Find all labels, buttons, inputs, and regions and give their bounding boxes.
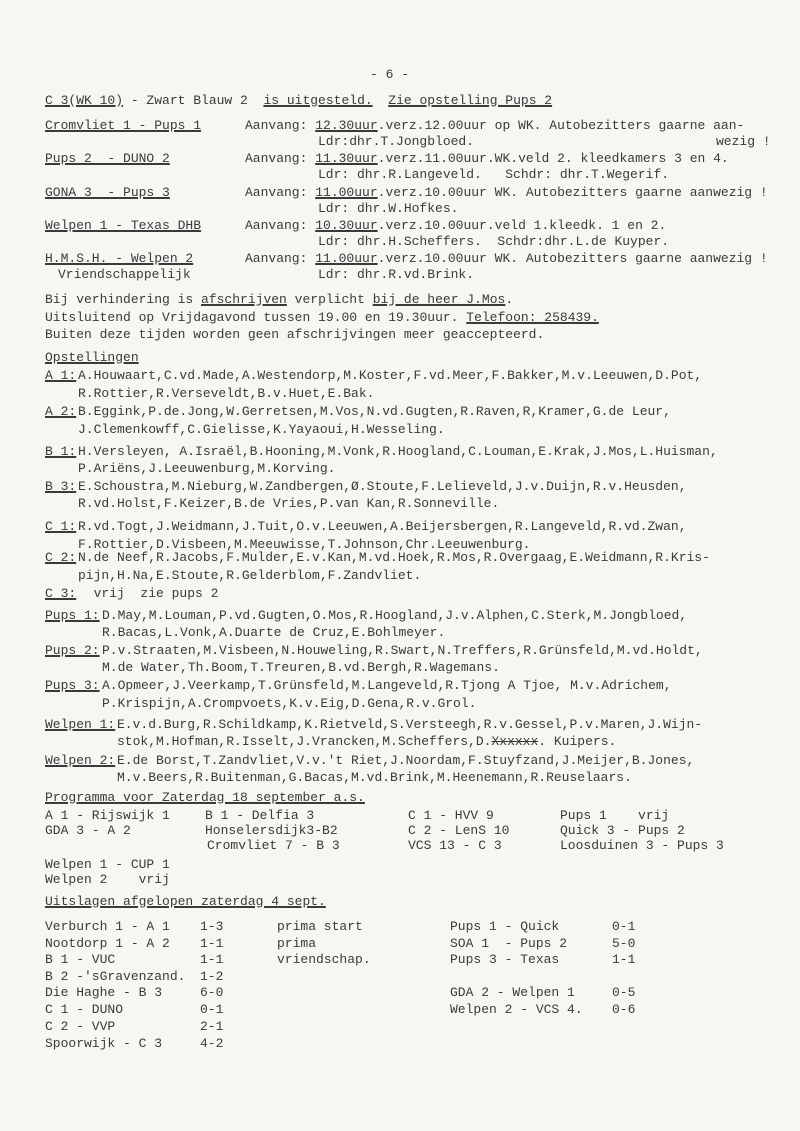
page-number: - 6 - [370,67,410,82]
lineup-label: B 3: [45,479,77,494]
program-item: Quick 3 - Pups 2 [560,823,685,838]
match-details: .verz.10.00uur.veld 1.kleedk. 1 en 2. [377,218,667,233]
program-item: Cromvliet 7 - B 3 [207,838,340,853]
lineup-label: A 2: [45,404,77,419]
match-title: Pups 2 - DUNO 2 [45,151,170,166]
result-match: Nootdorp 1 - A 2 [45,936,170,951]
result-score: 1-3 [200,919,224,934]
lineup-line: M.de Water,Th.Boom,T.Treuren,B.vd.Bergh,R.Wagemans. [102,660,500,675]
match-time: 12.30uur [315,118,378,133]
notice-match: C 3(WK 10) [45,93,124,108]
match-leader: Ldr:dhr.T.Jongbloed. [318,134,475,149]
phone-number: Telefoon: 258439. [466,310,599,325]
match-leader: Ldr: dhr.R.Langeveld. Schdr: dhr.T.Wegerif. [318,167,670,182]
result-score: 6-0 [200,985,224,1000]
lineup-line: E.de Borst,T.Zandvliet,V.v.'t Riet,J.Noordam,F.Stuyfzand,J.Meijer,B.Jones, [117,753,695,768]
aanvang-label: Aanvang: [245,218,316,233]
result-score: 1-1 [200,936,224,951]
match-start [245,118,744,133]
lineup-label: Pups 2: [45,643,100,658]
lineup-line: R.vd.Togt,J.Weidmann,J.Tuit,O.v.Leeuwen,A.Beijersbergen,R.Langeveld,R.vd.Zwan, [78,519,687,534]
match-leader: Ldr: dhr.H.Scheffers. Schdr:dhr.L.de Kuyper. [318,234,670,249]
result-match: C 1 - DUNO [45,1002,124,1017]
lineup-label: Pups 3: [45,678,100,693]
lineup-label: C 1: [45,519,77,534]
result-score: 0-1 [612,919,636,934]
result-match: C 2 - VVP [45,1019,116,1034]
lineup-label: Pups 1: [45,608,100,623]
result-match: Verburch 1 - A 1 [45,919,170,934]
match-details: .verz.12.00uur op WK. Autobezitters gaarne aan- [377,118,745,133]
match-details: .verz.11.00uur.WK.veld 2. kleedkamers 3 en 4. [377,151,729,166]
text: Bij verhindering is [45,292,202,307]
struck-text: Xxxxxx [491,734,539,749]
result-match: SOA 1 - Pups 2 [450,936,568,951]
notice-status: is uitgesteld. [263,93,373,108]
result-match: Die Haghe - B 3 [45,985,163,1000]
lineup-line: R.Bacas,L.Vonk,A.Duarte de Cruz,E.Bohlmeyer. [102,625,446,640]
lineup-line: D.May,M.Louman,P.vd.Gugten,O.Mos,R.Hoogland,J.v.Alphen,C.Sterk,M.Jongbloed, [102,608,688,623]
match-time: 11.00uur [315,251,378,266]
program-item: C 2 - LenS 10 [408,823,510,838]
result-note: prima [277,936,317,951]
program-item: Pups 1 vrij [560,808,670,823]
lineup-line: P.Ariëns,J.Leeuwenburg,M.Korving. [78,461,336,476]
result-score: 0-5 [612,985,636,1000]
lineup-label: A 1: [45,368,77,383]
result-score: 2-1 [200,1019,224,1034]
match-time: 10.30uur [315,218,378,233]
notice-see: Zie opstelling Pups 2 [388,93,553,108]
lineup-line [117,734,616,749]
match-title: H.M.S.H. - Welpen 2 [45,251,194,266]
lineup-line: R.Rottier,R.Verseveldt,B.v.Huet,E.Bak. [78,386,375,401]
match-tail: wezig ! [716,134,771,149]
lineup-line: F.Rottier,D.Visbeen,M.Meeuwisse,T.Johnson,Chr.Leeuwenburg. [78,537,531,552]
result-match: GDA 2 - Welpen 1 [450,985,575,1000]
result-score: 1-1 [200,952,224,967]
lineup-line: M.v.Beers,R.Buitenman,G.Bacas,M.vd.Brink,M.Heenemann,R.Reuselaars. [117,770,632,785]
aanvang-label: Aanvang: [245,185,316,200]
cancel-time [45,310,599,325]
text: verplicht [286,292,373,307]
result-match: B 2 -'sGravenzand. [45,969,186,984]
lineups-heading: Opstellingen [45,350,139,365]
result-match: B 1 - VUC [45,952,116,967]
results-heading: Uitslagen afgelopen zaterdag 4 sept. [45,894,326,909]
result-match: Pups 3 - Texas [450,952,560,967]
text: . [505,292,514,307]
match-details: .verz.10.00uur WK. Autobezitters gaarne aanwezig ! [377,251,768,266]
program-item: B 1 - Delfia 3 [205,808,315,823]
lineup-line: E.Schoustra,M.Nieburg,W.Zandbergen,Ø.Stoute,F.Lelieveld,J.v.Duijn,R.v.Heusden, [78,479,687,494]
match-title: Cromvliet 1 - Pups 1 [45,118,202,133]
text: bij de heer J.Mos [372,292,506,307]
lineup-line: A.Houwaart,C.vd.Made,A.Westendorp,M.Koster,F.vd.Meer,F.Bakker,M.v.Leeuwen,D.Pot, [78,368,703,383]
cancel-rule [45,292,513,307]
match-time: 11.30uur [315,151,378,166]
aanvang-label: Aanvang: [245,118,316,133]
match-title: Welpen 1 - Texas DHB [45,218,202,233]
match-start [245,185,768,200]
lineup-line: P.Krispijn,A.Crompvoets,K.v.Eig,D.Gena,R.v.Grol. [102,696,477,711]
lineup-line: pijn,H.Na,E.Stoute,R.Gelderblom,F.Zandvliet. [78,568,422,583]
program-heading: Programma voor Zaterdag 18 september a.s. [45,790,365,805]
text: afschrijven [201,292,287,307]
match-title: GONA 3 - Pups 3 [45,185,170,200]
lineup-line: P.v.Straaten,M.Visbeen,N.Houweling,R.Swart,N.Treffers,R.Grünsfeld,M.vd.Holdt, [102,643,703,658]
result-match: Spoorwijk - C 3 [45,1036,163,1051]
result-score: 0-6 [612,1002,636,1017]
notice-text: - Zwart Blauw 2 [123,93,264,108]
match-time: 11.00uur [315,185,378,200]
program-item: Loosduinen 3 - Pups 3 [560,838,724,853]
text: . Kuipers. [538,734,617,749]
lineup-label: Welpen 1: [45,717,116,732]
result-score: 5-0 [612,936,636,951]
program-item: VCS 13 - C 3 [408,838,502,853]
match-leader: Ldr: dhr.R.vd.Brink. [318,267,475,282]
result-score: 1-1 [612,952,636,967]
program-item: GDA 3 - A 2 [45,823,131,838]
result-match: Welpen 2 - VCS 4. [450,1002,583,1017]
lineup-line: R.vd.Holst,F.Keizer,B.de Vries,P.van Kan,R.Sonneville. [78,496,500,511]
lineup-line: J.Clemenkowff,C.Gielisse,K.Yayaoui,H.Wesseling. [78,422,445,437]
lineup-line: E.v.d.Burg,R.Schildkamp,K.Rietveld,S.Versteegh,R.v.Gessel,P.v.Maren,J.Wijn- [117,717,703,732]
program-item: Welpen 1 - CUP 1 [45,857,170,872]
lineup-line: N.de Neef,R.Jacobs,F.Mulder,E.v.Kan,M.vd.Hoek,R.Mos,R.Overgaag,E.Weidmann,R.Kris- [78,550,710,565]
program-item: C 1 - HVV 9 [408,808,494,823]
match-note: Vriendschappelijk [58,267,191,282]
aanvang-label: Aanvang: [245,151,316,166]
match-start [245,251,768,266]
match-start [245,151,729,166]
lineup-line: B.Eggink,P.de.Jong,W.Gerretsen,M.Vos,N.vd.Gugten,R.Raven,R,Kramer,G.de Leur, [78,404,671,419]
result-score: 0-1 [200,1002,224,1017]
text: stok,M.Hofman,R.Isselt,J.Vrancken,M.Scheffers,D. [117,734,492,749]
result-match: Pups 1 - Quick [450,919,560,934]
result-note: vriendschap. [277,952,371,967]
lineup-line: H.Versleyen, A.Israël,B.Hooning,M.Vonk,R.Hoogland,C.Louman,E.Krak,J.Mos,L.Huisman, [78,444,718,459]
match-details: .verz.10.00uur WK. Autobezitters gaarne aanwezig ! [377,185,768,200]
lineup-label: B 1: [45,444,77,459]
program-item: Welpen 2 vrij [45,872,170,887]
result-score: 1-2 [200,969,224,984]
result-score: 4-2 [200,1036,224,1051]
lineup-line: vrij zie pups 2 [78,586,219,601]
lineup-label: C 3: [45,586,77,601]
program-item: A 1 - Rijswijk 1 [45,808,170,823]
cancel-note: Buiten deze tijden worden geen afschrijvingen meer geaccepteerd. [45,327,545,342]
lineup-label: Welpen 2: [45,753,116,768]
lineup-label: C 2: [45,550,77,565]
lineup-line: A.Opmeer,J.Veerkamp,T.Grünsfeld,M.Langeveld,R.Tjong A Tjoe, M.v.Adrichem, [102,678,672,693]
match-leader: Ldr: dhr.W.Hofkes. [318,201,459,216]
program-item: Honselersdijk3-B2 [205,823,338,838]
match-start [245,218,666,233]
postponed-notice [45,93,552,108]
text: Uitsluitend op Vrijdagavond tussen 19.00 en 19.30uur. [45,310,467,325]
result-note: prima start [277,919,363,934]
aanvang-label: Aanvang: [245,251,316,266]
